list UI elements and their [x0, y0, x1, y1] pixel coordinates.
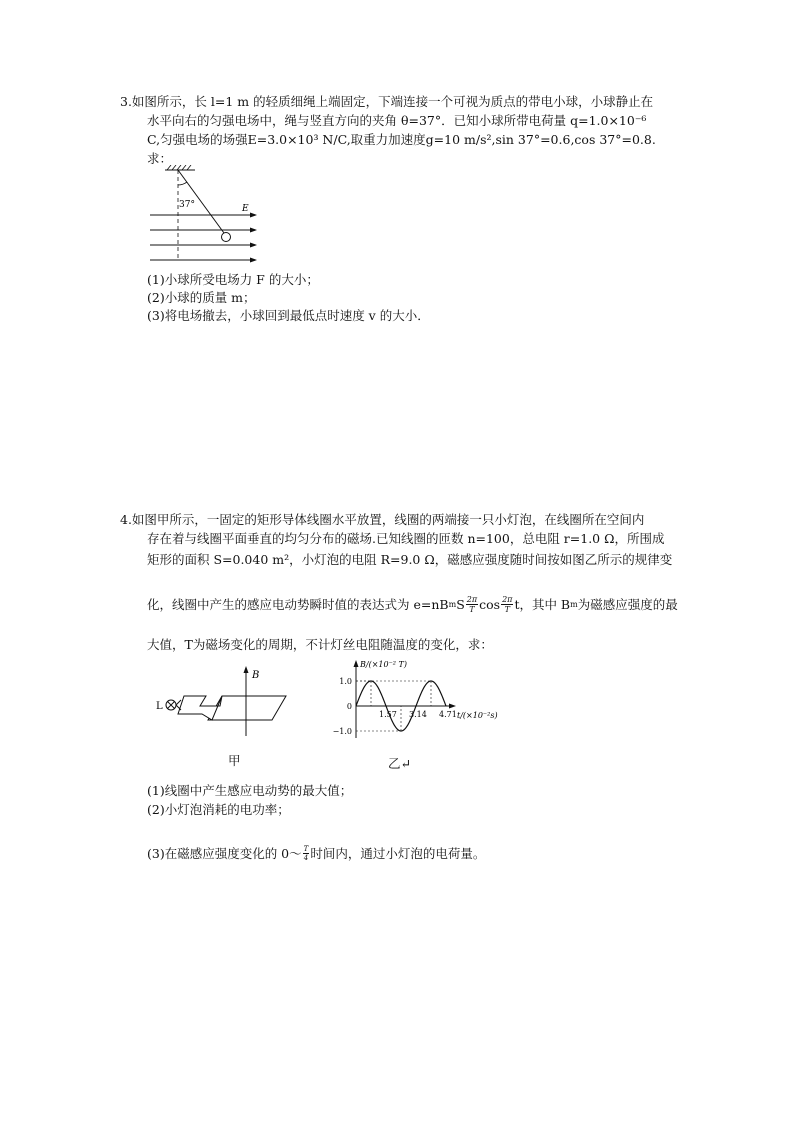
x-axis-arrowhead: [449, 704, 456, 709]
field-label-e: E: [242, 204, 249, 214]
caption-yi: 乙↵: [388, 756, 411, 771]
q4-line4-part-c: cos: [479, 596, 501, 612]
q3-line1: 3.如图所示，长 l=1 m 的轻质细绳上端固定，下端连接一个可视为质点的带电小球，小球静止在: [120, 94, 654, 109]
field-lines: [150, 215, 253, 260]
q4-line1: 4.如图甲所示，一固定的矩形导体线圈水平放置，线圈的两端接一只小灯泡，在线圈所在空间内: [120, 512, 645, 527]
x-tick-label: 4.71: [439, 710, 457, 719]
q4-line2: 存在着与线圈平面垂直的均匀分布的磁场.已知线圈的匝数 n=100，总电阻 r=1.0 Ω，所围成: [147, 531, 665, 546]
q4-line4-sub-m1: m: [448, 599, 457, 609]
b-field-label: B: [252, 670, 260, 681]
q4-sub3-part-b: 时间内，通过小灯泡的电荷量。: [310, 846, 486, 861]
lamp-label: L: [156, 701, 163, 712]
fraction-t-over-4: $\frac{T}{4}$: [303, 844, 309, 862]
q4-sub2: (2)小灯泡消耗的电功率；: [147, 802, 290, 817]
y-axis-label: B/(×10⁻² T): [360, 660, 408, 669]
q4-line5: 大值，T为磁场变化的周期，不计灯丝电阻随温度的变化，求：: [147, 637, 493, 652]
caption-jia: 甲: [228, 753, 241, 768]
q4-line4-sub-m2: m: [570, 599, 578, 609]
fraction-2pi-over-t-2: $\frac{2\pi}{T}$: [502, 594, 513, 614]
q4-line3: 矩形的面积 S=0.040 m²，小灯泡的电阻 R=9.0 Ω，磁感应强度随时间按如图乙所示的规律变: [147, 552, 673, 567]
q3-sub3: (3)将电场撤去，小球回到最低点时速度 v 的大小．: [147, 308, 430, 323]
y-tick-label: 1.0: [339, 677, 352, 686]
q4-line4: [147, 591, 678, 617]
coil-rectangle: [208, 696, 286, 720]
q3-line3: C,匀强电场的场强E=3.0×10³ N/C,取重力加速度g=10 m/s²,sin 37°=0.6,cos 37°=0.8.: [147, 132, 656, 147]
coil-figure-jia: [150, 662, 295, 742]
q3-pendulum-figure: [145, 165, 270, 265]
q4-line4-part-e: 为磁感应强度的最: [577, 597, 678, 612]
y-tick-label: 0: [346, 702, 352, 711]
q4-line4-part-a: 化，线圈中产生的感应电动势瞬时值的表达式为 e=nB: [147, 597, 449, 612]
y-tick-label: −1.0: [332, 727, 352, 736]
b-t-graph-yi: [330, 658, 510, 743]
fraction-2pi-over-t-1: $\frac{2\pi}{T}$: [466, 594, 478, 614]
angle-arc: [178, 182, 187, 185]
q4-line4-part-b: S: [456, 596, 465, 612]
q4-sub3-part-a: (3)在磁感应强度变化的 0～: [147, 846, 302, 861]
b-field-arrowhead: [244, 666, 249, 673]
q4-line4-part-d: t，其中 B: [514, 597, 571, 612]
angle-label: 37°: [179, 200, 195, 210]
q3-line4: 求：: [147, 151, 173, 166]
field-arrowheads: [250, 213, 257, 263]
ceiling-hatch: [167, 165, 191, 170]
y-axis-arrowhead: [354, 660, 359, 667]
q3-sub1: (1)小球所受电场力 F 的大小；: [147, 272, 319, 287]
x-axis-label: t/(×10⁻²s): [457, 711, 498, 720]
q3-sub2: (2)小球的质量 m；: [147, 290, 256, 305]
x-tick-label: 1.57: [379, 710, 397, 719]
charged-ball: [222, 233, 231, 242]
q4-sub1: (1)线圈中产生感应电动势的最大值；: [147, 783, 353, 798]
q3-line2: 水平向右的匀强电场中，绳与竖直方向的夹角 θ=37°．已知小球所带电荷量 q=1.0×10⁻⁶: [147, 113, 647, 128]
x-tick-label: 3.14: [409, 710, 427, 719]
q4-sub3: [147, 842, 485, 864]
